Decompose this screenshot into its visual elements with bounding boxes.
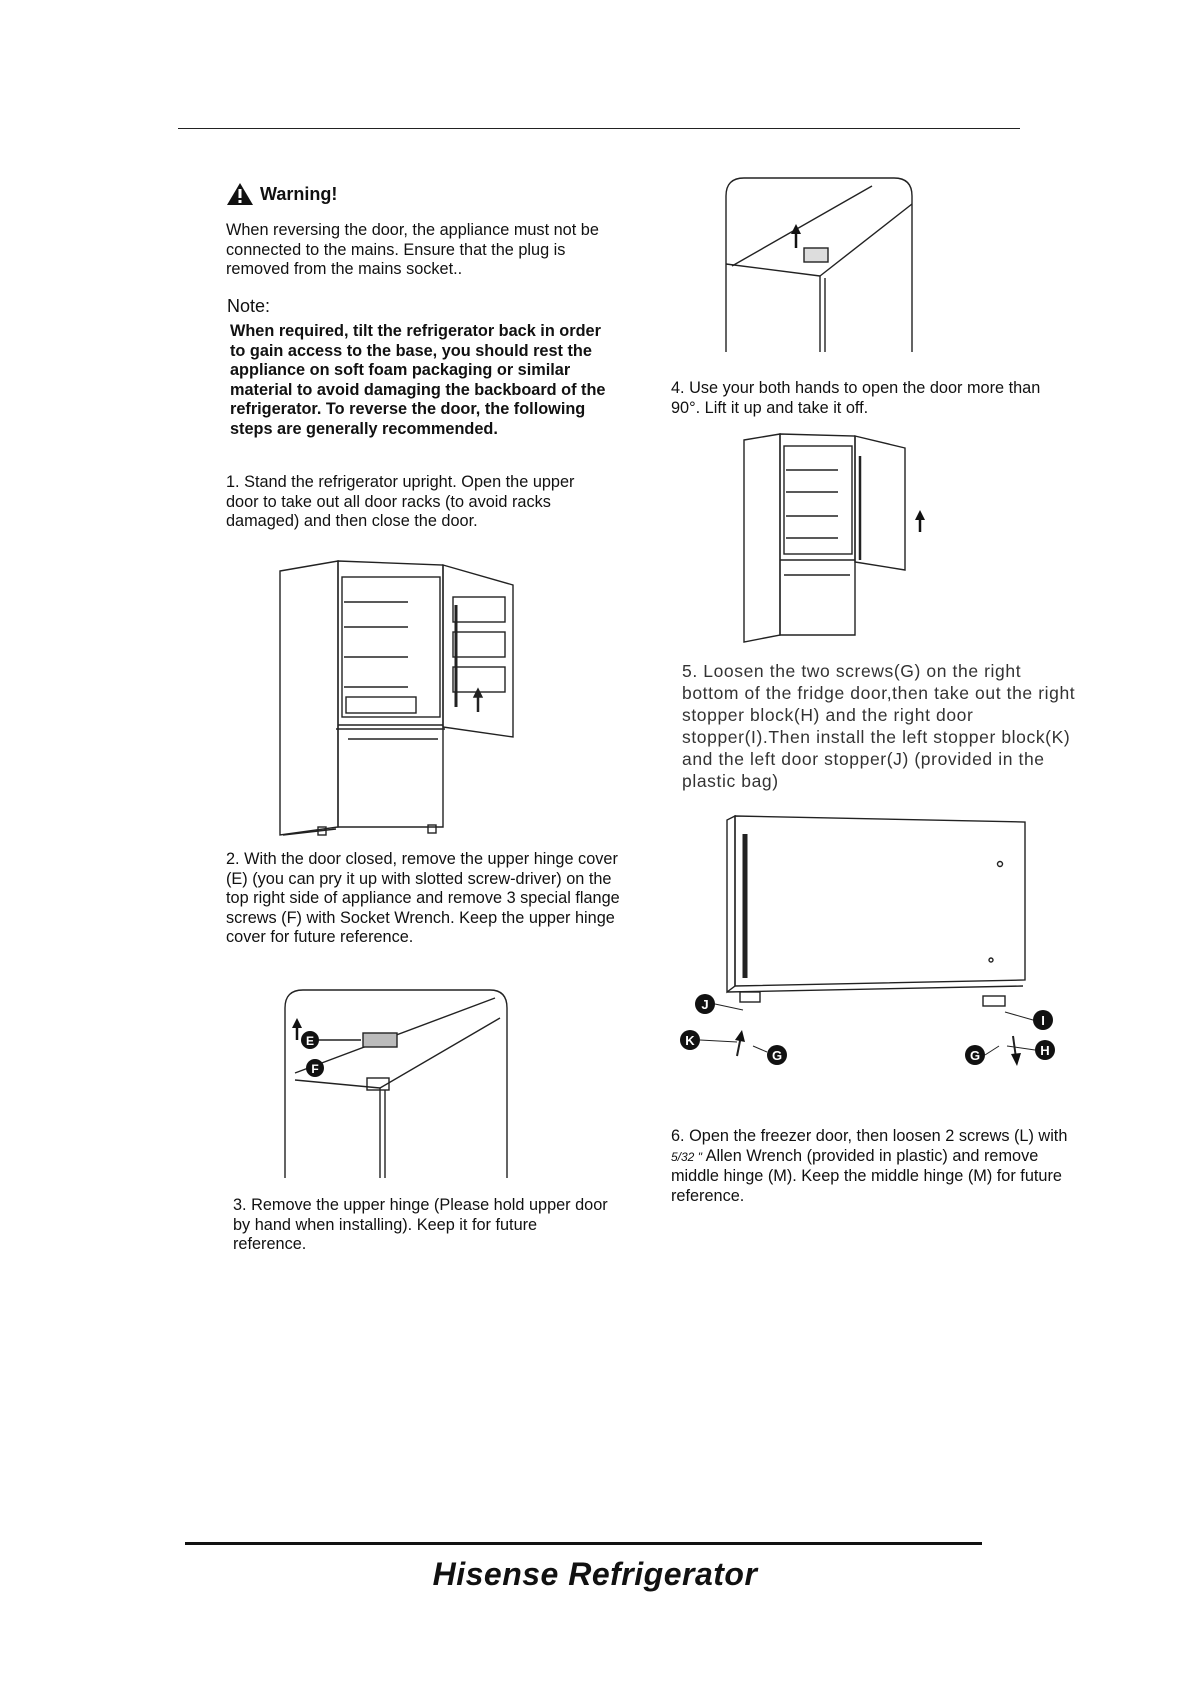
label-g-left: G xyxy=(771,1048,783,1063)
step-6-text-a: 6. Open the freezer door, then loosen 2 screws (L) with xyxy=(671,1127,1068,1145)
label-j: J xyxy=(701,997,709,1012)
note-title: Note: xyxy=(227,296,271,316)
label-h: H xyxy=(1040,1043,1050,1058)
step-6-text xyxy=(671,1127,1071,1206)
warning-text: When reversing the door, the appliance must not be connected to the mains. Ensure that the plug is removed from the mains socket.. xyxy=(226,221,599,278)
warning-title: Warning! xyxy=(260,183,338,204)
wrench-size: 5/32 " xyxy=(671,1149,702,1164)
step-5-text: 5. Loosen the two screws(G) on the right bottom of the fridge door,then take out the right stopper block(H) and the right door stopper(I).Then install the left stopper block(K) and the left door stopper(J) (provided in the plastic bag) xyxy=(682,661,1076,791)
label-g-right: G xyxy=(969,1048,981,1063)
figure-remove-upper-door xyxy=(740,430,940,650)
step-3-text: 3. Remove the upper hinge (Please hold upper door by hand when installing). Keep it for future reference. xyxy=(233,1196,608,1253)
figure-door-stoppers xyxy=(665,810,1060,1080)
warning-heading xyxy=(226,182,337,206)
step-6-text-b: Allen Wrench (provided in plastic) and remove middle hinge (M). Keep the middle hinge (M) for future reference. xyxy=(671,1146,1062,1205)
footer-brand: Hisense Refrigerator xyxy=(432,1556,758,1592)
label-k: K xyxy=(685,1033,695,1048)
figure-upper-hinge xyxy=(722,176,916,354)
label-e: E xyxy=(305,1034,315,1048)
footer-rule xyxy=(185,1542,982,1545)
step-4-text: 4. Use your both hands to open the door more than 90°. Lift it up and take it off. xyxy=(671,379,1041,417)
label-f: F xyxy=(311,1062,319,1076)
warning-icon xyxy=(226,182,254,206)
note-text: When required, tilt the refrigerator back in order to gain access to the base, you should rest the appliance on soft foam packaging or similar material to avoid damaging the backboard of the refrigerator. To reverse the door, the following steps are generally recommended. xyxy=(230,322,606,438)
step-1-text: 1. Stand the refrigerator upright. Open the upper door to take out all door racks (to avoid racks damaged) and then close the door. xyxy=(226,473,575,530)
figure-fridge-open-door xyxy=(278,557,518,842)
label-i: I xyxy=(1041,1013,1045,1028)
step-2-text: 2. With the door closed, remove the upper hinge cover (E) (you can pry it up with slotted screw-driver) on the top right side of appliance and remove 3 special flange screws (F) with Socket Wrench. Keep the upper hinge cover for future reference. xyxy=(226,850,620,946)
header-rule xyxy=(178,128,1020,129)
figure-hinge-cover xyxy=(275,988,515,1188)
